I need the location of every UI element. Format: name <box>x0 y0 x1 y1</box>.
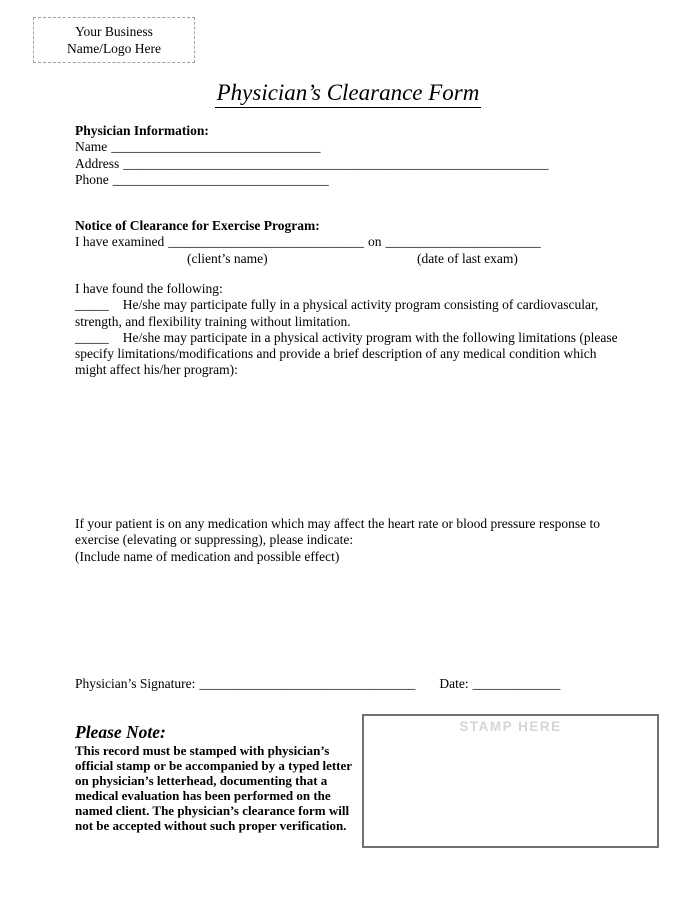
section-physician-info <box>75 123 549 188</box>
title-container <box>0 80 696 108</box>
address-blank-line: _______________________________________________________________ <box>123 155 549 171</box>
examined-prefix: I have examined <box>75 234 165 250</box>
stamp-box <box>362 714 659 848</box>
business-logo-placeholder <box>33 17 195 63</box>
please-note-heading: Please Note: <box>75 722 166 742</box>
section-notice-of-clearance <box>75 218 635 270</box>
please-note-line-1: This record must be stamped with physician’s <box>75 743 330 758</box>
phone-row <box>75 172 549 188</box>
logo-line-2: Name/Logo Here <box>66 41 162 56</box>
medication-line-2: exercise (elevating or suppressing), please indicate: <box>75 532 354 548</box>
section-findings <box>75 281 635 379</box>
exam-date-blank-line: _______________________ <box>385 234 541 250</box>
findings-item-1-text: He/she may participate fully in a physical activity program consisting of cardiovascular, <box>122 297 599 313</box>
logo-line-1: Your Business <box>75 24 153 39</box>
date-label: Date: <box>439 676 469 691</box>
date-blank-line: _____________ <box>472 676 561 691</box>
name-row <box>75 139 549 155</box>
address-row <box>75 156 549 172</box>
notice-heading: Notice of Clearance for Exercise Program: <box>75 218 320 233</box>
address-label: Address <box>75 155 120 171</box>
findings-item-2-line-1 <box>75 330 635 346</box>
signature-row <box>75 676 635 692</box>
medication-line-1: If your patient is on any medication which may affect the heart rate or blood pressure response to <box>75 516 600 531</box>
section-please-note <box>75 721 362 833</box>
signature-label: Physician’s Signature: <box>75 676 196 691</box>
please-note-line-3: on physician’s letterhead, documenting that a <box>75 773 328 788</box>
please-note-line-2: official stamp or be accompanied by a typed letter <box>75 758 353 773</box>
phone-blank-line: ________________________________ <box>112 171 329 187</box>
physician-info-heading: Physician Information: <box>75 123 209 138</box>
findings-item-2-text: He/she may participate in a physical activity program with the following limitations (please <box>122 329 618 345</box>
stamp-here-label: STAMP HERE <box>459 719 562 734</box>
client-name-caption: (client’s name) <box>187 251 268 266</box>
examined-row <box>75 234 635 250</box>
exam-date-caption: (date of last exam) <box>417 251 518 266</box>
findings-item-2-line-3: might affect his/her program): <box>75 362 238 378</box>
findings-item-1-line-1 <box>75 297 635 313</box>
client-name-blank-line: _____________________________ <box>168 234 364 250</box>
findings-item-1-line-2: strength, and flexibility training without limitation. <box>75 313 351 329</box>
findings-item-2-line-2: specify limitations/modifications and provide a brief description of any medical condition which <box>75 346 597 362</box>
name-label: Name <box>75 139 108 155</box>
please-note-line-4: medical evaluation has been performed on the <box>75 788 331 803</box>
name-blank-line: _______________________________ <box>111 139 321 155</box>
please-note-line-6: not be accepted without such proper verification. <box>75 818 347 833</box>
please-note-line-5: named client. The physician’s clearance form will <box>75 803 350 818</box>
findings-item-2-checkblank: _____ <box>75 329 109 345</box>
findings-item-1-checkblank: _____ <box>75 297 109 313</box>
findings-intro: I have found the following: <box>75 281 223 296</box>
phone-label: Phone <box>75 171 109 187</box>
section-medication <box>75 516 635 565</box>
signature-blank-line: ________________________________ <box>199 676 416 691</box>
examined-on-label: on <box>367 234 382 250</box>
page-title: Physician’s Clearance Form <box>215 80 482 108</box>
medication-line-3: (Include name of medication and possible effect) <box>75 548 340 564</box>
